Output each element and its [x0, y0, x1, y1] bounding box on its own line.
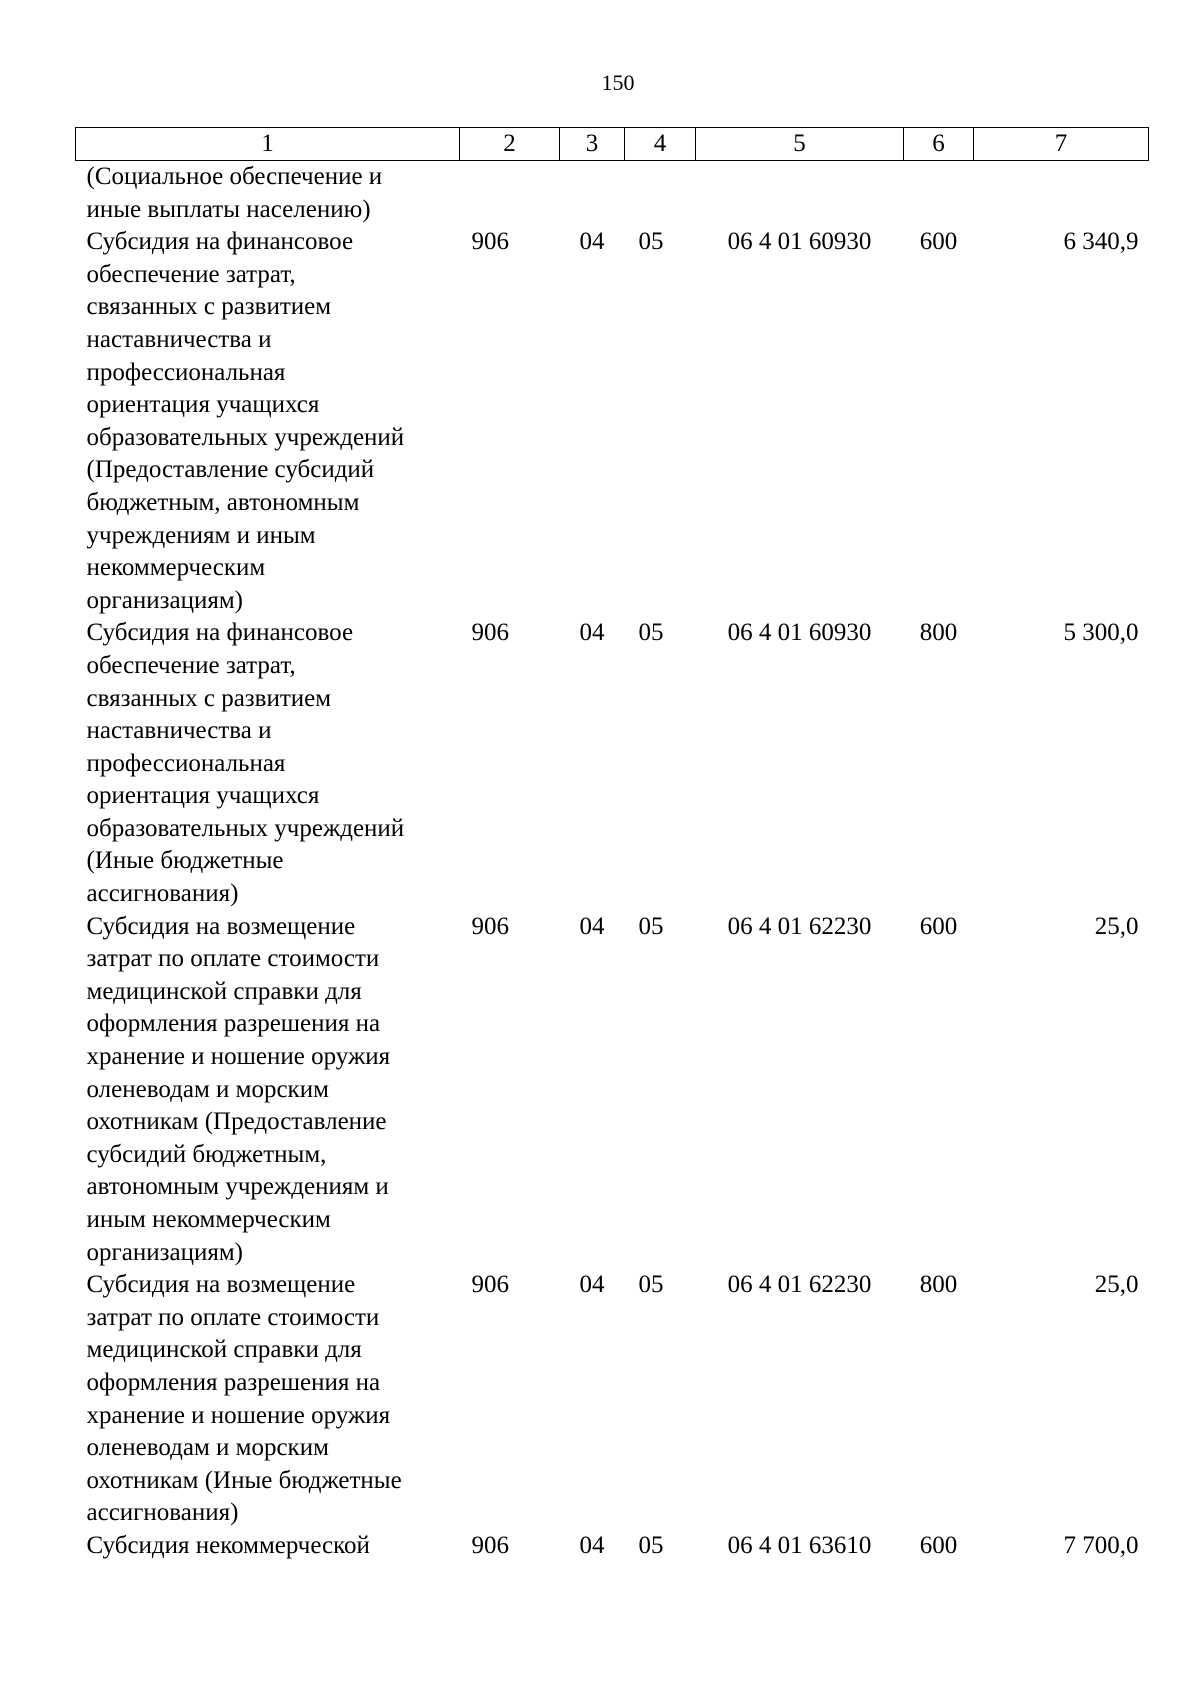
header-col-4: 4 — [625, 128, 696, 161]
row-description: Субсидия некоммерческой — [86, 1531, 370, 1559]
row-grbs: 906 — [471, 619, 509, 647]
row-rz — [560, 161, 625, 227]
budget-table — [75, 127, 1149, 1563]
row-description: Субсидия на финансовое обеспечение затрат, связанных с развитием наставничества и профессиональная ориентация учащихся образовательных учреждений (Иные бюджетные ассигнования) — [86, 619, 405, 908]
row-pr: 05 — [638, 912, 664, 940]
row-sum: 25,0 — [1094, 912, 1139, 940]
row-pr: 05 — [638, 619, 664, 647]
row-pr: 05 — [638, 228, 664, 256]
row-vr: 600 — [919, 1531, 958, 1559]
row-description: Субсидия на финансовое обеспечение затрат, связанных с развитием наставничества и профессиональная ориентация учащихся образовательных учреждений (Предоставление субсидий бюджетным, автономным учреждениям и иным некоммерческим организациям) — [86, 228, 405, 614]
row-csr: 06 4 01 62230 — [727, 1271, 872, 1299]
header-row — [76, 128, 1149, 161]
row-sum: 5 300,0 — [1063, 619, 1139, 647]
table-row — [76, 226, 1149, 617]
row-grbs: 906 — [471, 1531, 509, 1559]
row-sum: 6 340,9 — [1063, 228, 1139, 256]
row-rz: 04 — [579, 228, 605, 256]
table-row — [76, 911, 1149, 1270]
header-col-1: 1 — [76, 128, 460, 161]
row-grbs — [460, 161, 560, 227]
row-description: (Социальное обеспечение и иные выплаты населению) — [86, 163, 383, 223]
row-sum — [974, 161, 1149, 227]
row-pr: 05 — [638, 1271, 664, 1299]
table-row — [76, 161, 1149, 227]
row-csr: 06 4 01 60930 — [727, 619, 872, 647]
row-csr — [696, 161, 904, 227]
row-sum: 7 700,0 — [1063, 1531, 1139, 1559]
row-csr: 06 4 01 62230 — [727, 912, 872, 940]
row-rz: 04 — [579, 1531, 605, 1559]
header-col-5: 5 — [696, 128, 904, 161]
row-pr — [625, 161, 696, 227]
row-grbs: 906 — [471, 228, 509, 256]
row-vr: 600 — [919, 228, 958, 256]
row-csr: 06 4 01 63610 — [727, 1531, 872, 1559]
row-grbs: 906 — [471, 1271, 509, 1299]
header-col-3: 3 — [560, 128, 625, 161]
table-header — [76, 128, 1149, 161]
row-rz: 04 — [579, 1271, 605, 1299]
row-csr: 06 4 01 60930 — [727, 228, 872, 256]
table-row — [76, 1269, 1149, 1530]
row-sum: 25,0 — [1094, 1271, 1139, 1299]
header-col-2: 2 — [460, 128, 560, 161]
header-col-7: 7 — [974, 128, 1149, 161]
row-vr: 600 — [919, 912, 958, 940]
row-rz: 04 — [579, 912, 605, 940]
row-description: Субсидия на возмещение затрат по оплате стоимости медицинской справки для оформления разрешения на хранение и ношение оружия оленеводам и морским охотникам (Предоставление субсидий бюджетным, автономным учреждениям и иным некоммерческим организациям) — [86, 912, 391, 1266]
row-vr: 800 — [919, 1271, 958, 1299]
row-pr: 05 — [638, 1531, 664, 1559]
row-grbs: 906 — [471, 912, 509, 940]
page-number: 150 — [601, 70, 635, 95]
row-description: Субсидия на возмещение затрат по оплате стоимости медицинской справки для оформления разрешения на хранение и ношение оружия оленеводам и морским охотникам (Иные бюджетные ассигнования) — [86, 1271, 402, 1527]
table-row — [76, 1530, 1149, 1563]
table-row — [76, 617, 1149, 910]
row-vr: 800 — [919, 619, 958, 647]
row-rz: 04 — [579, 619, 605, 647]
row-vr — [904, 161, 974, 227]
table-body — [76, 161, 1149, 1563]
header-col-6: 6 — [904, 128, 974, 161]
